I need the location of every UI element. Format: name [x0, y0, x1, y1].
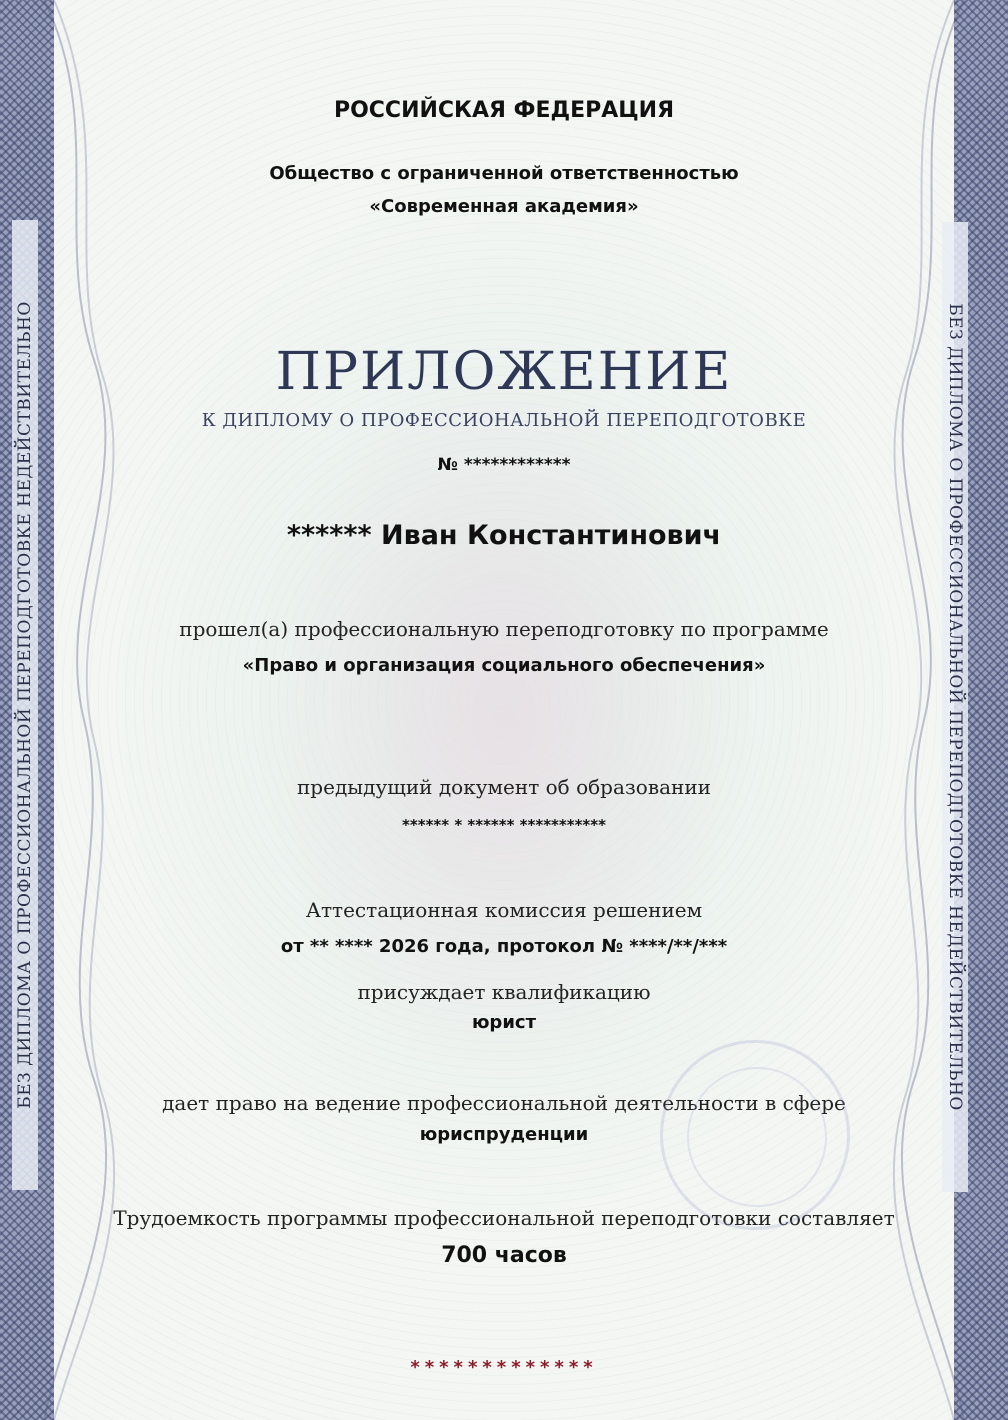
qualification-value: юрист	[471, 1012, 537, 1033]
left-border-caption: БЕЗ ДИПЛОМА О ПРОФЕССИОНАЛЬНОЙ ПЕРЕПОДГОТОВКЕ НЕДЕЙСТВИТЕЛЬНО	[12, 220, 38, 1190]
previous-document-value: ****** * ****** ***********	[402, 816, 606, 834]
holder-name: ****** Иван Константинович	[286, 520, 722, 551]
country-heading: РОССИЙСКАЯ ФЕДЕРАЦИЯ	[333, 98, 675, 123]
right-border-caption: БЕЗ ДИПЛОМА О ПРОФЕССИОНАЛЬНОЙ ПЕРЕПОДГОТОВКЕ НЕДЕЙСТВИТЕЛЬНО	[942, 222, 968, 1192]
commission-text: Аттестационная комиссия решением	[305, 898, 703, 922]
organization-line-2: «Современная академия»	[369, 196, 639, 217]
decision-text: от ** **** 2026 года, протокол № ****/**/***	[280, 936, 728, 957]
document-number: № ************	[437, 455, 571, 475]
sphere-value: юриспруденции	[419, 1124, 589, 1145]
hours-value: 700 часов	[441, 1243, 567, 1268]
document-title: ПРИЛОЖЕНИЕ	[275, 342, 733, 402]
footer-serial-stars: *************	[410, 1357, 598, 1378]
organization-line-1: Общество с ограниченной ответственностью	[269, 163, 739, 184]
program-name: «Право и организация социального обеспечения»	[242, 655, 766, 676]
awards-text: присуждает квалификацию	[357, 980, 651, 1004]
rights-text: дает право на ведение профессиональной деятельности в сфере	[162, 1091, 846, 1115]
document-subtitle: К ДИПЛОМУ О ПРОФЕССИОНАЛЬНОЙ ПЕРЕПОДГОТОВКЕ	[201, 410, 807, 431]
stamp-mark	[660, 1040, 850, 1230]
previous-document-label: предыдущий документ об образовании	[296, 775, 712, 799]
passed-text: прошел(а) профессиональную переподготовку по программе	[179, 617, 829, 641]
workload-text: Трудоемкость программы профессиональной переподготовки составляет	[113, 1206, 895, 1230]
